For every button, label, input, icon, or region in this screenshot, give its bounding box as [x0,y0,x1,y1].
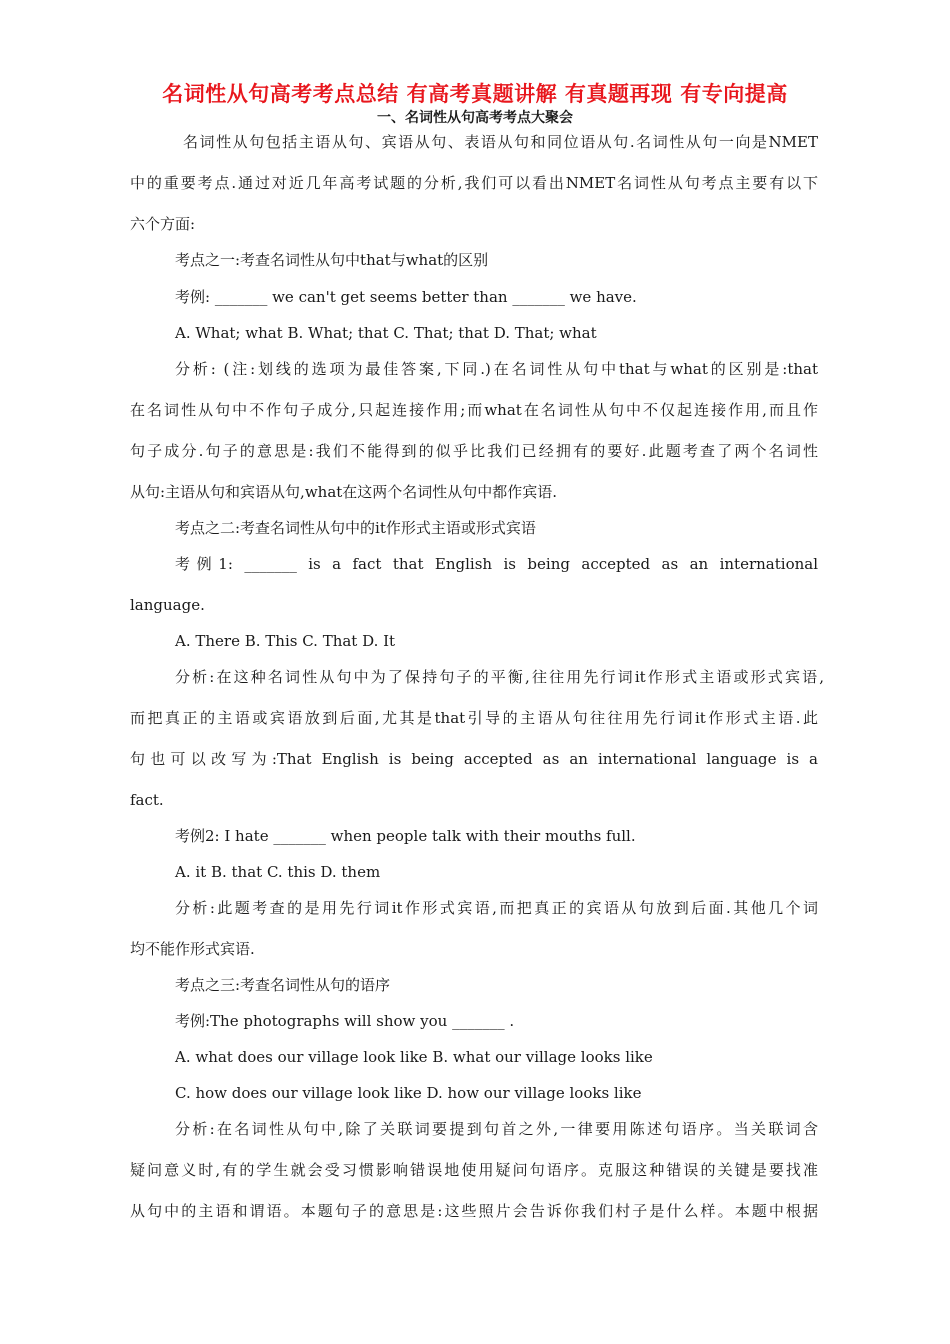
example-question: 考例: _______ we can't get seems better than _______ we have. [175,288,637,306]
analysis-line: 分析:此题考查的是用先行词it作形式宾语,而把真正的宾语从句放到后面.其他几个词 [175,899,818,917]
analysis-line: 从句中的主语和谓语。本题句子的意思是:这些照片会告诉你我们村子是什么样。本题中根据 [130,1202,818,1220]
analysis-line: 均不能作形式宾语. [130,940,255,958]
answer-options: A. There B. This C. That D. It [175,632,396,650]
intro-line: 中的重要考点.通过对近几年高考试题的分析,我们可以看出NMET名词性从句考点主要有以下 [130,174,818,192]
analysis-line: 分析:在名词性从句中,除了关联词要提到句首之外,一律要用陈述句语序。当关联词含 [175,1120,818,1138]
example-question: 考例:The photographs will show you _______ . [175,1012,515,1030]
analysis-line: 疑问意义时,有的学生就会受习惯影响错误地使用疑问句语序。克服这种错误的关键是要找准 [130,1161,818,1179]
example-question: 考例2: I hate _______ when people talk with their mouths full. [175,827,636,845]
answer-options: A. what does our village look like B. what our village looks like [175,1048,653,1066]
section-heading: 一、名词性从句高考考点大聚会 [377,110,573,126]
analysis-line: 句子成分.句子的意思是:我们不能得到的似乎比我们已经拥有的要好.此题考查了两个名词性 [130,442,818,460]
analysis-line: 句也可以改写为:That English is being accepted as an international language is a [130,750,818,768]
intro-line: 六个方面: [130,215,196,233]
analysis-line: 分析: (注:划线的选项为最佳答案,下同.)在名词性从句中that与what的区别是:that [175,360,818,378]
analysis-line: 在名词性从句中不作句子成分,只起连接作用;而what在名词性从句中不仅起连接作用,而且作 [130,401,818,419]
analysis-line: fact. [130,791,164,809]
point-heading: 考点之一:考查名词性从句中that与what的区别 [175,251,489,269]
analysis-line: 从句:主语从句和宾语从句,what在这两个名词性从句中都作宾语. [130,483,558,501]
analysis-line: 而把真正的主语或宾语放到后面,尤其是that引导的主语从句往往用先行词it作形式主语.此 [130,709,818,727]
analysis-line: 分析:在这种名词性从句中为了保持句子的平衡,往往用先行词it作形式主语或形式宾语, [175,668,824,686]
point-heading: 考点之三:考查名词性从句的语序 [175,976,391,994]
answer-options: A. What; what B. What; that C. That; that D. That; what [175,324,597,342]
example-question-cont: language. [130,596,205,614]
answer-options: A. it B. that C. this D. them [175,863,381,881]
document-title: 名词性从句高考考点总结 有高考真题讲解 有真题再现 有专向提高 [162,82,788,106]
intro-line: 名词性从句包括主语从句、宾语从句、表语从句和同位语从句.名词性从句一向是NMET [183,133,818,151]
answer-options: C. how does our village look like D. how our village looks like [175,1084,642,1102]
point-heading: 考点之二:考查名词性从句中的it作形式主语或形式宾语 [175,519,536,537]
example-question: 考例1: _______ is a fact that English is being accepted as an international [175,555,818,573]
